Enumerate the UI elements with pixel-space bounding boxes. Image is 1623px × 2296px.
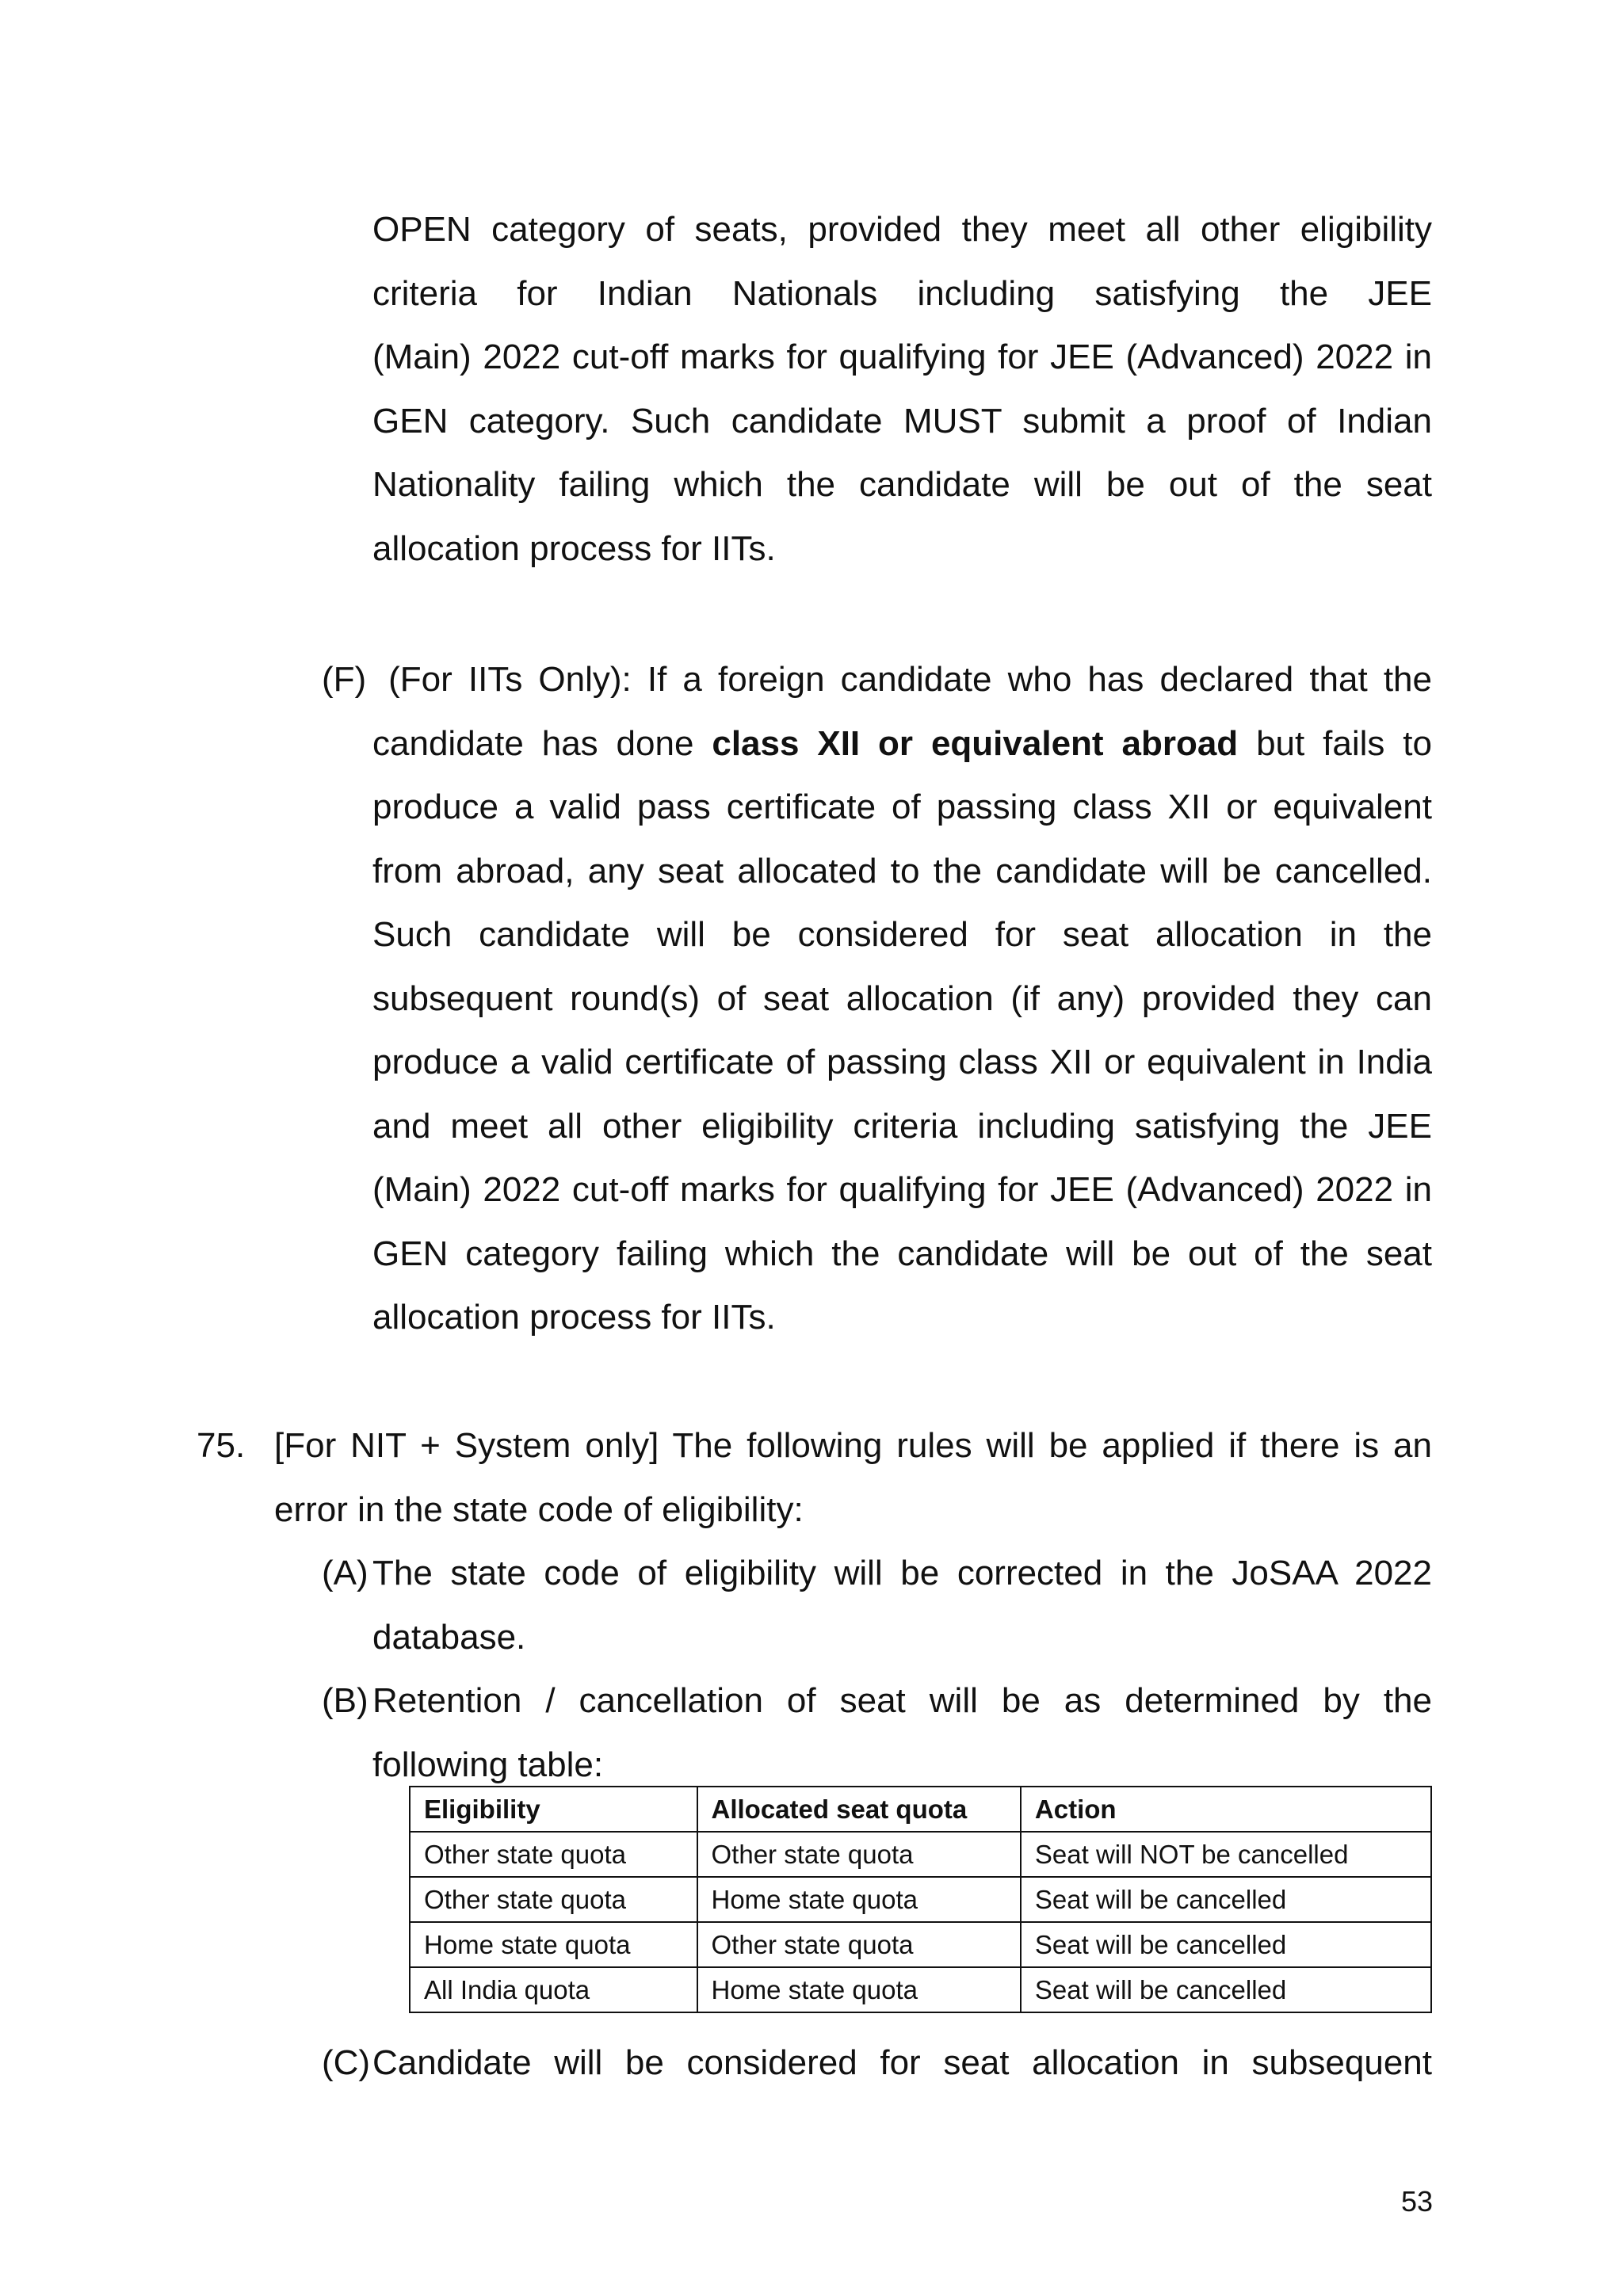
item-75-number: 75. — [197, 1426, 246, 1465]
table-row — [410, 1877, 1431, 1922]
table-cell: Other state quota — [410, 1877, 697, 1922]
bold-emphasis: class XII or equivalent abroad — [712, 723, 1239, 763]
table-row — [410, 1832, 1431, 1877]
text-line: Nationality failing which the candidate will be out of the seat — [372, 465, 1432, 504]
text-line: Such candidate will be considered for seat allocation in the — [372, 915, 1432, 954]
seat-retention-table — [409, 1786, 1432, 2013]
text-line: GEN category. Such candidate MUST submit a proof of Indian — [372, 401, 1432, 441]
item-f-marker: (F) — [322, 660, 367, 699]
text-line: allocation process for IITs. — [372, 1298, 776, 1337]
text-line: produce a valid certificate of passing class XII or equivalent in India — [372, 1043, 1432, 1081]
table-cell: Seat will be cancelled — [1021, 1967, 1431, 2012]
column-header: Allocated seat quota — [697, 1787, 1021, 1832]
text-line: (Main) 2022 cut-off marks for qualifying for JEE (Advanced) 2022 in — [372, 1170, 1432, 1209]
sub-item-b-paragraph — [372, 1669, 1432, 1797]
text-line: and meet all other eligibility criteria including satisfying the JEE — [372, 1106, 1432, 1146]
table-row — [410, 1922, 1431, 1967]
table-cell: Home state quota — [697, 1877, 1021, 1922]
table-cell: Seat will NOT be cancelled — [1021, 1832, 1431, 1877]
text-line: OPEN category of seats, provided they meet all other eligibility — [372, 210, 1432, 249]
table-cell: Home state quota — [410, 1922, 697, 1967]
table-cell: Other state quota — [697, 1922, 1021, 1967]
table-cell: Seat will be cancelled — [1021, 1877, 1431, 1922]
text-line: The state code of eligibility will be corrected in the JoSAA 2022 — [372, 1554, 1432, 1592]
table-cell: Seat will be cancelled — [1021, 1922, 1431, 1967]
sub-item-c-marker: (C) — [322, 2043, 371, 2082]
continuation-paragraph — [372, 198, 1432, 581]
sub-item-a-marker: (A) — [322, 1554, 369, 1592]
text-line: (For IITs Only): If a foreign candidate who has declared that the — [388, 660, 1432, 699]
table-cell: Other state quota — [410, 1832, 697, 1877]
text-line: produce a valid pass certificate of passing class XII or equivalent — [372, 788, 1432, 826]
text-line: Retention / cancellation of seat will be as determined by the — [372, 1681, 1432, 1720]
text-line: criteria for Indian Nationals including satisfying the JEE — [372, 273, 1432, 313]
text-line: following table: — [372, 1745, 604, 1784]
sub-item-c-paragraph — [372, 2031, 1432, 2096]
table-cell: Home state quota — [697, 1967, 1021, 2012]
column-header: Action — [1021, 1787, 1431, 1832]
table-row — [410, 1967, 1431, 2012]
text-line: candidate has done class XII or equivalent abroad but fails to — [372, 723, 1432, 763]
text-line: allocation process for IITs. — [372, 528, 776, 568]
column-header: Eligibility — [410, 1787, 697, 1832]
text-line: error in the state code of eligibility: — [274, 1489, 804, 1529]
text-line: (Main) 2022 cut-off marks for qualifying for JEE (Advanced) 2022 in — [372, 338, 1432, 376]
text-line: subsequent round(s) of seat allocation (if any) provided they can — [372, 978, 1432, 1018]
item-75-paragraph — [274, 1414, 1432, 1542]
text-line: database. — [372, 1617, 526, 1657]
text-line: from abroad, any seat allocated to the candidate will be cancelled. — [372, 851, 1432, 891]
text-line: Candidate will be considered for seat allocation in subsequent — [372, 2043, 1432, 2082]
item-f-paragraph — [372, 648, 1432, 1350]
text-line: GEN category failing which the candidate will be out of the seat — [372, 1234, 1432, 1273]
page-number: 53 — [1400, 2185, 1433, 2218]
sub-item-a-paragraph — [372, 1542, 1432, 1669]
sub-item-b-marker: (B) — [322, 1681, 369, 1720]
table-cell: Other state quota — [697, 1832, 1021, 1877]
table-cell: All India quota — [410, 1967, 697, 2012]
table-header-row — [410, 1787, 1431, 1832]
text-line: [For NIT + System only] The following rules will be applied if there is an — [274, 1426, 1432, 1465]
